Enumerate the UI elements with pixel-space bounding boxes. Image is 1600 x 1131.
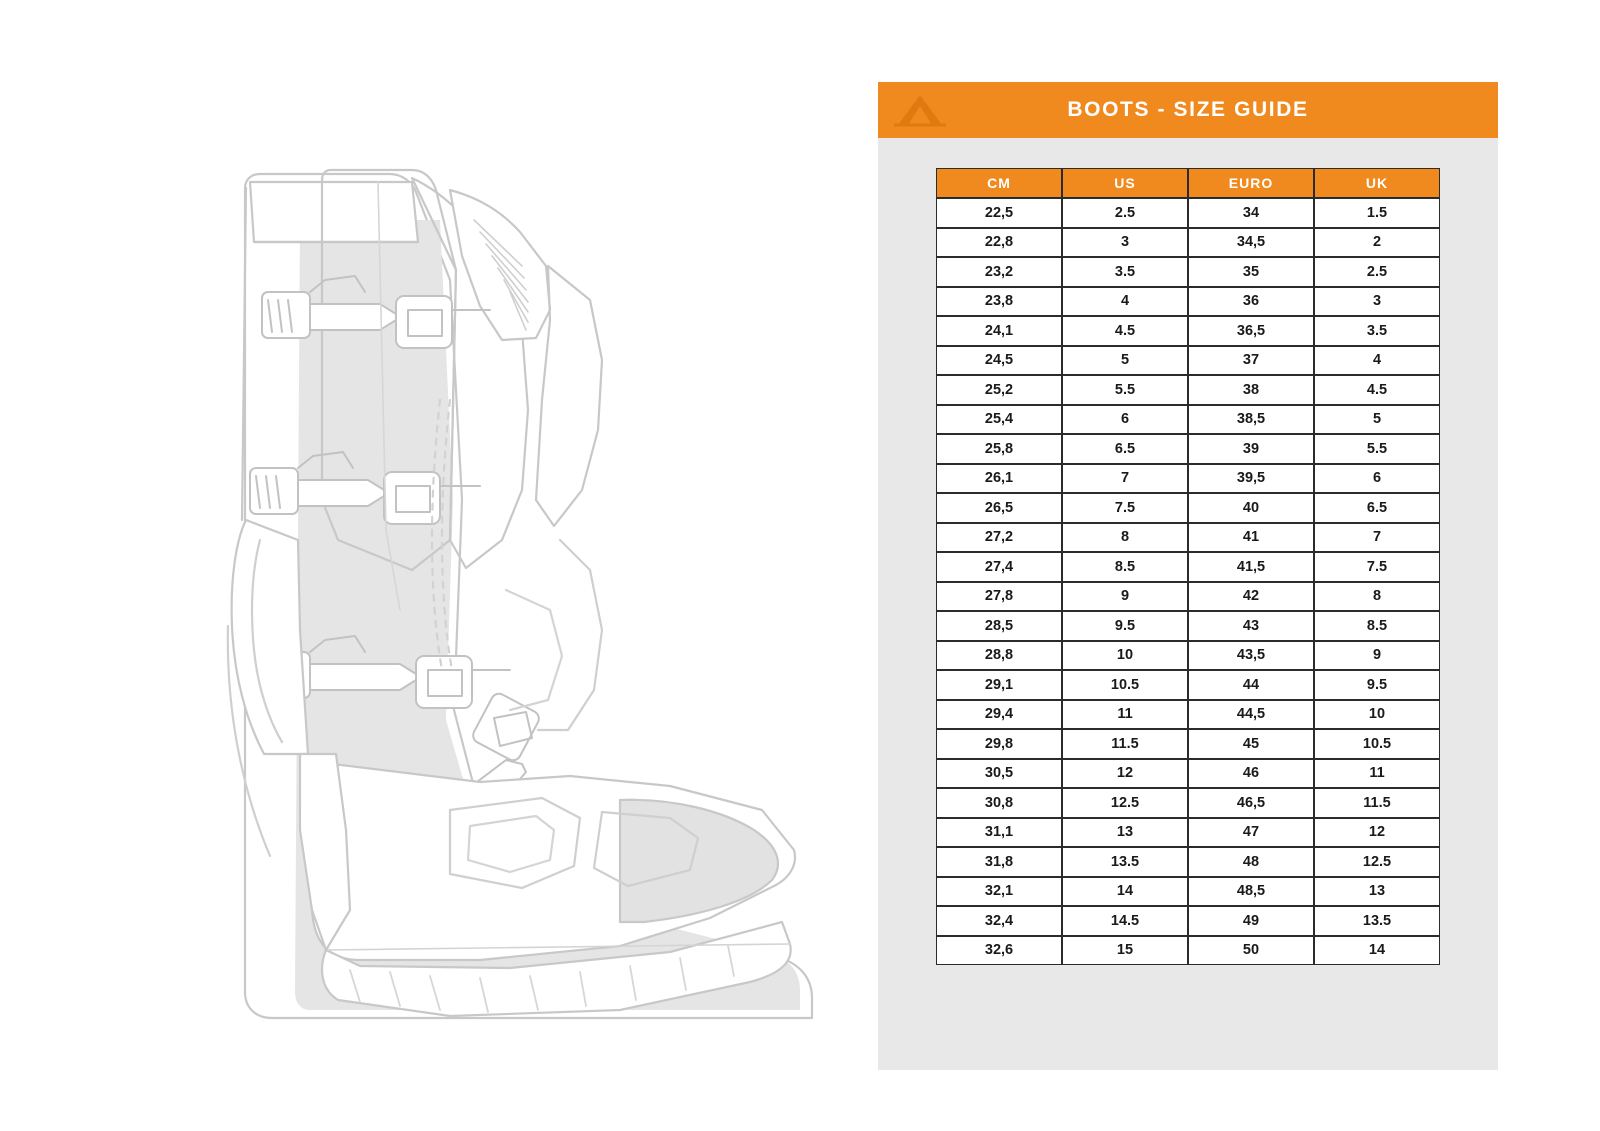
table-row [936, 611, 1440, 641]
table-cell: 1.5 [1314, 198, 1440, 228]
table-cell: 43,5 [1188, 641, 1314, 671]
table-cell: 5.5 [1062, 375, 1188, 405]
table-cell: 28,5 [936, 611, 1062, 641]
table-cell: 44 [1188, 670, 1314, 700]
table-cell: 25,4 [936, 405, 1062, 435]
column-header-euro: EURO [1188, 168, 1314, 198]
table-cell: 13.5 [1314, 906, 1440, 936]
table-cell: 14 [1314, 936, 1440, 966]
table-cell: 11 [1062, 700, 1188, 730]
table-row [936, 287, 1440, 317]
table-cell: 26,1 [936, 464, 1062, 494]
table-cell: 8.5 [1062, 552, 1188, 582]
table-cell: 30,5 [936, 759, 1062, 789]
table-cell: 25,8 [936, 434, 1062, 464]
table-cell: 12 [1314, 818, 1440, 848]
column-header-us: US [1062, 168, 1188, 198]
size-table-body [936, 198, 1440, 965]
table-row [936, 375, 1440, 405]
table-cell: 9 [1314, 641, 1440, 671]
table-cell: 39,5 [1188, 464, 1314, 494]
size-table [936, 168, 1440, 965]
table-row [936, 552, 1440, 582]
table-row [936, 936, 1440, 966]
table-cell: 7 [1062, 464, 1188, 494]
table-row [936, 729, 1440, 759]
table-cell: 9.5 [1314, 670, 1440, 700]
table-row [936, 759, 1440, 789]
table-cell: 12 [1062, 759, 1188, 789]
size-guide-header [878, 82, 1498, 138]
table-cell: 10.5 [1062, 670, 1188, 700]
table-cell: 13.5 [1062, 847, 1188, 877]
table-cell: 6.5 [1314, 493, 1440, 523]
table-cell: 45 [1188, 729, 1314, 759]
table-cell: 36 [1188, 287, 1314, 317]
size-table-container [878, 138, 1498, 999]
table-cell: 8 [1062, 523, 1188, 553]
table-cell: 11 [1314, 759, 1440, 789]
table-cell: 43 [1188, 611, 1314, 641]
table-cell: 6 [1314, 464, 1440, 494]
table-row [936, 818, 1440, 848]
table-cell: 30,8 [936, 788, 1062, 818]
table-cell: 5 [1062, 346, 1188, 376]
table-cell: 35 [1188, 257, 1314, 287]
table-cell: 11.5 [1062, 729, 1188, 759]
table-cell: 4.5 [1062, 316, 1188, 346]
table-cell: 4 [1062, 287, 1188, 317]
table-cell: 24,1 [936, 316, 1062, 346]
table-cell: 7.5 [1314, 552, 1440, 582]
table-cell: 22,5 [936, 198, 1062, 228]
table-cell: 9.5 [1062, 611, 1188, 641]
table-cell: 27,4 [936, 552, 1062, 582]
table-row [936, 198, 1440, 228]
table-cell: 25,2 [936, 375, 1062, 405]
table-cell: 13 [1314, 877, 1440, 907]
table-row [936, 847, 1440, 877]
table-row [936, 700, 1440, 730]
size-guide-title: BOOTS - SIZE GUIDE [1067, 98, 1309, 121]
table-cell: 14 [1062, 877, 1188, 907]
table-cell: 28,8 [936, 641, 1062, 671]
table-cell: 3.5 [1314, 316, 1440, 346]
table-row [936, 316, 1440, 346]
table-cell: 36,5 [1188, 316, 1314, 346]
table-cell: 29,4 [936, 700, 1062, 730]
table-cell: 29,8 [936, 729, 1062, 759]
table-row [936, 877, 1440, 907]
table-cell: 29,1 [936, 670, 1062, 700]
table-cell: 27,8 [936, 582, 1062, 612]
boot-illustration [150, 70, 830, 1030]
size-guide-panel [878, 82, 1498, 1070]
table-cell: 5 [1314, 405, 1440, 435]
table-cell: 40 [1188, 493, 1314, 523]
table-cell: 5.5 [1314, 434, 1440, 464]
table-cell: 31,8 [936, 847, 1062, 877]
acerbis-logo-icon [892, 91, 948, 129]
table-cell: 23,8 [936, 287, 1062, 317]
table-row [936, 257, 1440, 287]
table-cell: 6 [1062, 405, 1188, 435]
table-cell: 48,5 [1188, 877, 1314, 907]
table-row [936, 670, 1440, 700]
table-cell: 42 [1188, 582, 1314, 612]
table-cell: 7.5 [1062, 493, 1188, 523]
table-cell: 26,5 [936, 493, 1062, 523]
table-cell: 34 [1188, 198, 1314, 228]
table-cell: 31,1 [936, 818, 1062, 848]
table-cell: 48 [1188, 847, 1314, 877]
table-cell: 13 [1062, 818, 1188, 848]
table-cell: 46,5 [1188, 788, 1314, 818]
table-row [936, 346, 1440, 376]
table-cell: 27,2 [936, 523, 1062, 553]
table-cell: 38,5 [1188, 405, 1314, 435]
table-cell: 10.5 [1314, 729, 1440, 759]
table-cell: 49 [1188, 906, 1314, 936]
table-row [936, 641, 1440, 671]
table-cell: 32,4 [936, 906, 1062, 936]
table-cell: 8.5 [1314, 611, 1440, 641]
table-cell: 9 [1062, 582, 1188, 612]
table-row [936, 523, 1440, 553]
table-cell: 50 [1188, 936, 1314, 966]
column-header-uk: UK [1314, 168, 1440, 198]
table-row [936, 228, 1440, 258]
table-cell: 3 [1314, 287, 1440, 317]
table-cell: 4 [1314, 346, 1440, 376]
table-cell: 10 [1062, 641, 1188, 671]
table-cell: 22,8 [936, 228, 1062, 258]
table-cell: 11.5 [1314, 788, 1440, 818]
table-cell: 32,1 [936, 877, 1062, 907]
table-cell: 41,5 [1188, 552, 1314, 582]
table-row [936, 493, 1440, 523]
table-row [936, 434, 1440, 464]
table-cell: 37 [1188, 346, 1314, 376]
table-cell: 12.5 [1062, 788, 1188, 818]
table-cell: 6.5 [1062, 434, 1188, 464]
table-cell: 8 [1314, 582, 1440, 612]
table-cell: 3 [1062, 228, 1188, 258]
table-cell: 47 [1188, 818, 1314, 848]
table-cell: 24,5 [936, 346, 1062, 376]
table-cell: 2.5 [1062, 198, 1188, 228]
table-cell: 38 [1188, 375, 1314, 405]
table-cell: 10 [1314, 700, 1440, 730]
table-row [936, 582, 1440, 612]
table-cell: 39 [1188, 434, 1314, 464]
table-cell: 23,2 [936, 257, 1062, 287]
table-header-row [936, 168, 1440, 198]
table-cell: 41 [1188, 523, 1314, 553]
table-row [936, 788, 1440, 818]
table-cell: 14.5 [1062, 906, 1188, 936]
table-cell: 34,5 [1188, 228, 1314, 258]
table-cell: 2 [1314, 228, 1440, 258]
table-row [936, 906, 1440, 936]
table-cell: 7 [1314, 523, 1440, 553]
column-header-cm: CM [936, 168, 1062, 198]
table-cell: 32,6 [936, 936, 1062, 966]
table-cell: 3.5 [1062, 257, 1188, 287]
table-row [936, 464, 1440, 494]
table-cell: 4.5 [1314, 375, 1440, 405]
table-cell: 12.5 [1314, 847, 1440, 877]
table-cell: 2.5 [1314, 257, 1440, 287]
table-cell: 46 [1188, 759, 1314, 789]
table-cell: 44,5 [1188, 700, 1314, 730]
table-cell: 15 [1062, 936, 1188, 966]
table-row [936, 405, 1440, 435]
